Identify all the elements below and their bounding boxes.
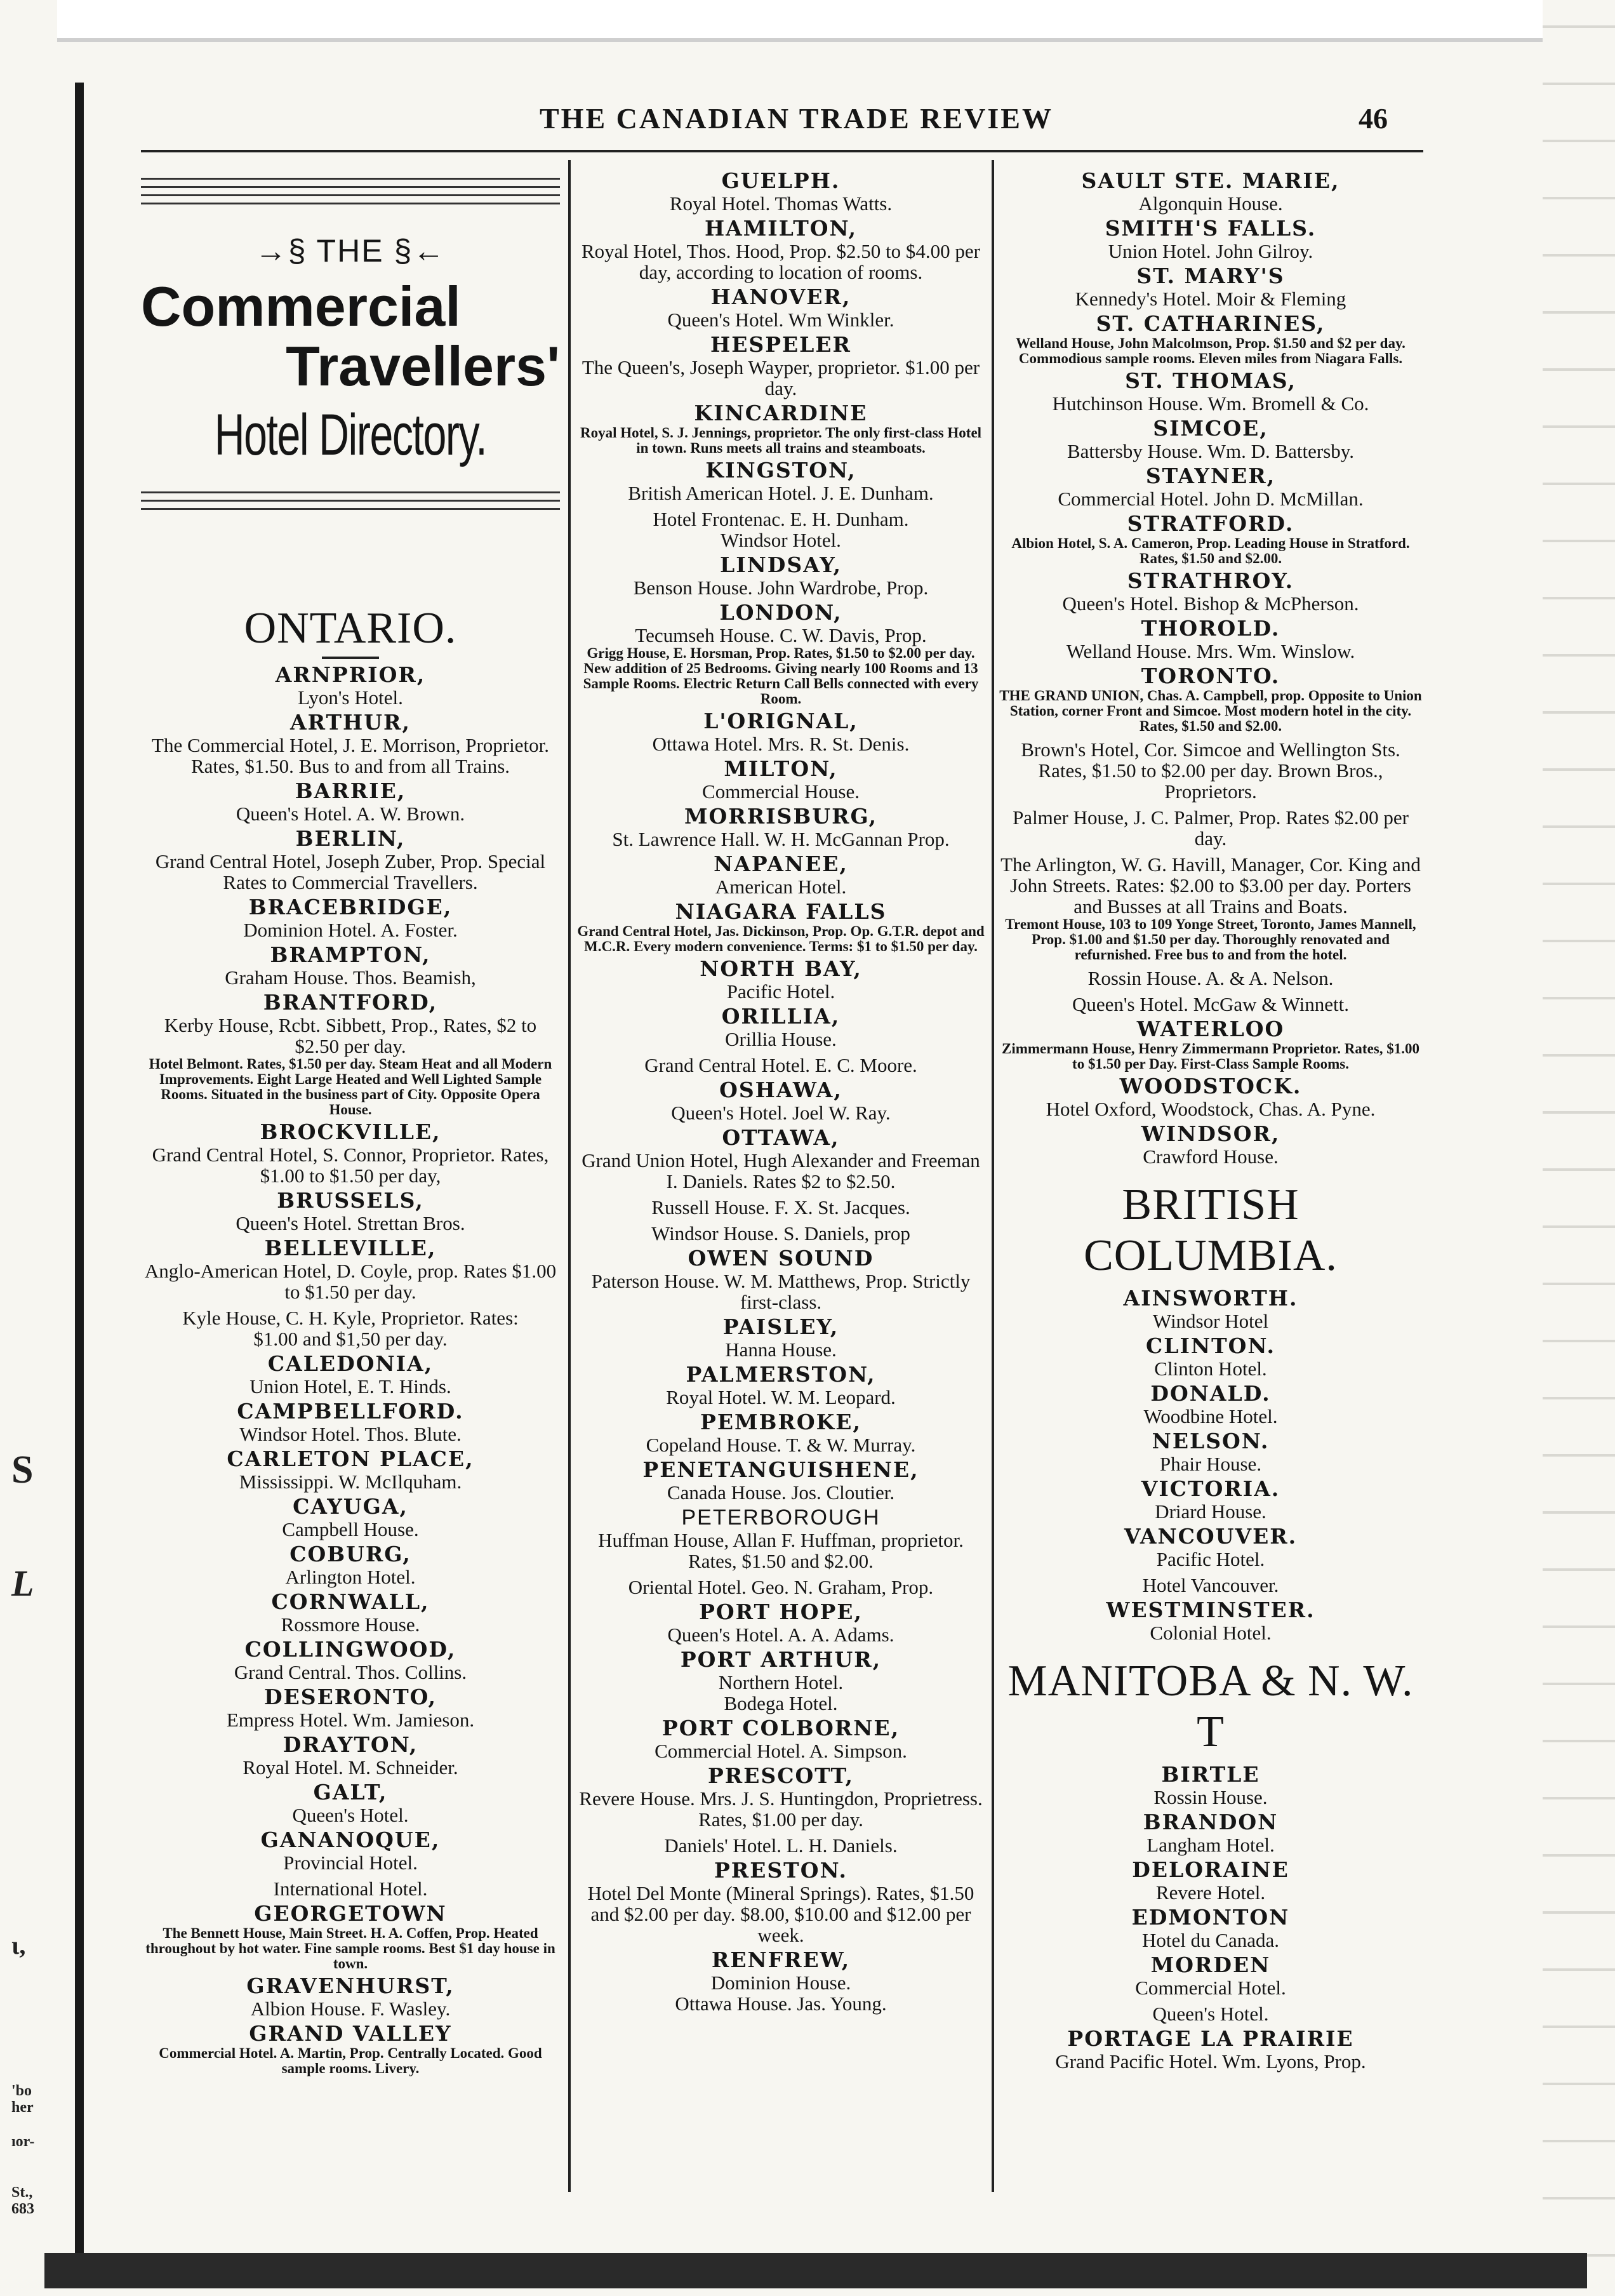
hotel-entry: Driard House.: [1155, 1500, 1266, 1523]
hotel-entry: Rossmore House.: [281, 1613, 420, 1636]
hotel-entry: Kerby House, Rcbt. Sibbett, Prop., Rates, $2 to $2.50 per day.: [164, 1014, 537, 1057]
hotel-entry: Rossin House.: [1153, 1786, 1268, 1808]
town-heading: CORNWALL,: [271, 1589, 430, 1614]
binding-margin: [1543, 0, 1615, 2296]
hotel-entry: Graham House. Thos. Beamish,: [225, 966, 476, 989]
hotel-entry: The Arlington, W. G. Havill, Manager, Cor. King and John Streets. Rates: $2.00 to $3.00 per day. Porters and Busses at all Trains and Boats.: [1000, 853, 1421, 918]
town-heading: SAULT STE. MARIE,: [1081, 168, 1340, 193]
town-heading: RENFREW,: [711, 1947, 851, 1972]
town-heading: BRANTFORD,: [263, 990, 438, 1015]
hotel-entry: Woodbine Hotel.: [1143, 1405, 1278, 1427]
town-heading: VANCOUVER.: [1124, 1524, 1298, 1549]
town-heading: BRACEBRIDGE,: [248, 895, 453, 919]
hotel-entry: Kyle House, C. H. Kyle, Proprietor. Rates:: [182, 1307, 519, 1329]
town-heading: PEMBROKE,: [700, 1410, 861, 1434]
hotel-entry: Albion House. F. Wasley.: [250, 1998, 451, 2020]
town-heading: WATERLOO: [1136, 1017, 1285, 1041]
hotel-entry: Queen's Hotel. A. W. Brown.: [236, 803, 465, 825]
town-heading: OWEN SOUND: [688, 1246, 874, 1271]
hotel-entry: Mississippi. W. McIlquham.: [239, 1471, 462, 1493]
town-heading: BRAMPTON,: [270, 942, 431, 967]
town-heading: PRESTON.: [714, 1858, 848, 1883]
town-heading: GANANOQUE,: [260, 1827, 441, 1852]
hotel-entry: Palmer House, J. C. Palmer, Prop. Rates $2.00 per day.: [1013, 806, 1409, 850]
hotel-entry: Phair House.: [1159, 1453, 1262, 1475]
hotel-advertisement: Welland House, John Malcolmson, Prop. $1.50 and $2 per day. Commodious sample rooms. Eleven miles from Niagara Falls.: [1016, 335, 1406, 366]
hotel-entry: Arlington Hotel.: [285, 1566, 416, 1588]
town-heading: COLLINGWOOD,: [244, 1637, 456, 1662]
town-heading: STAYNER,: [1145, 464, 1276, 488]
hotel-entry: Queen's Hotel. A. A. Adams.: [667, 1624, 894, 1646]
hotel-entry: Anglo-American Hotel, D. Coyle, prop. Rates $1.00 to $1.50 per day.: [144, 1260, 557, 1303]
hotel-entry: Hotel Del Monte (Mineral Springs). Rates, $1.50 and $2.00 per day. $8.00, $10.00 and $12.00 per week.: [587, 1882, 974, 1946]
hotel-entry: Canada House. Jos. Cloutier.: [667, 1481, 895, 1504]
town-heading: PORT HOPE,: [699, 1599, 863, 1624]
town-heading: SIMCOE,: [1153, 416, 1268, 441]
margin-mark: S: [11, 1448, 34, 1492]
town-heading: PENETANGUISHENE,: [642, 1457, 919, 1482]
town-heading: GEORGETOWN: [254, 1901, 447, 1926]
town-heading: BELLEVILLE,: [264, 1236, 437, 1260]
hotel-entry: Daniels' Hotel. L. H. Daniels.: [664, 1834, 898, 1857]
hotel-entry: Hotel du Canada.: [1141, 1929, 1280, 1951]
town-heading: STRATFORD.: [1127, 511, 1294, 536]
region-heading: BRITISH COLUMBIA.: [1084, 1180, 1338, 1280]
hotel-advertisement: Hotel Belmont. Rates, $1.50 per day. Steam Heat and all Modern Improvements. Eight Large Heated and Well Lighted Sample Rooms. Situated in the business part of City. Opposite Opera House.: [149, 1056, 552, 1118]
hotel-entry: Russell House. F. X. St. Jacques.: [651, 1196, 910, 1218]
hotel-entry: Algonquin House.: [1138, 192, 1283, 215]
hotel-entry: Dominion House.: [710, 1972, 851, 1994]
hotel-entry: Paterson House. W. M. Matthews, Prop. Strictly first-class.: [591, 1270, 971, 1313]
column-rule: [992, 160, 994, 2192]
margin-mark: 683: [11, 2201, 34, 2217]
town-heading: PETERBOROUGH: [681, 1505, 881, 1530]
hotel-entry: Orillia House.: [725, 1028, 837, 1050]
hotel-entry: $1.00 and $1,50 per day.: [253, 1328, 448, 1350]
hotel-entry: Welland House. Mrs. Wm. Winslow.: [1066, 640, 1355, 662]
town-heading: CAYUGA,: [293, 1494, 408, 1519]
hotel-entry: Queen's Hotel.: [1152, 2003, 1269, 2025]
town-heading: ST. THOMAS,: [1125, 368, 1296, 393]
hotel-entry: Commercial House.: [702, 780, 860, 803]
hotel-entry: Commercial Hotel. A. Simpson.: [655, 1740, 907, 1762]
town-heading: DELORAINE: [1132, 1857, 1289, 1882]
margin-mark: 'bo: [11, 2083, 32, 2099]
hotel-entry: Ottawa House. Jas. Young.: [675, 1992, 887, 2015]
hotel-entry: Ottawa Hotel. Mrs. R. St. Denis.: [652, 733, 910, 755]
page-left-edge: [75, 83, 84, 2267]
town-heading: CARLETON PLACE,: [227, 1446, 474, 1471]
town-heading: KINGSTON,: [705, 458, 856, 483]
town-heading: NELSON.: [1152, 1429, 1270, 1453]
town-heading: BRUSSELS,: [277, 1188, 424, 1213]
hotel-entry: Hotel Oxford, Woodstock, Chas. A. Pyne.: [1046, 1098, 1376, 1120]
town-heading: GRAVENHURST,: [246, 1973, 455, 1998]
hotel-entry: Windsor House. S. Daniels, prop: [651, 1222, 910, 1245]
town-heading: PORT COLBORNE,: [661, 1716, 900, 1740]
hotel-entry: Hotel Vancouver.: [1142, 1574, 1279, 1596]
hotel-entry: Windsor Hotel.: [721, 529, 841, 551]
margin-mark: her: [11, 2099, 34, 2116]
masthead-the: →§ THE §←: [255, 233, 446, 269]
hotel-entry: Pacific Hotel.: [1156, 1548, 1265, 1570]
hotel-entry: The Commercial Hotel, J. E. Morrison, Proprietor. Rates, $1.50. Bus to and from all Trains.: [152, 734, 549, 777]
header-rule: [141, 150, 1423, 152]
town-heading: OSHAWA,: [719, 1078, 842, 1102]
town-heading: MORRISBURG,: [684, 804, 877, 829]
hotel-advertisement: Commercial Hotel. A. Martin, Prop. Centrally Located. Good sample rooms. Livery.: [159, 2045, 542, 2076]
town-heading: MORDEN: [1150, 1952, 1271, 1977]
hotel-entry: Bodega Hotel.: [724, 1692, 838, 1714]
town-heading: HANOVER,: [710, 284, 851, 309]
town-heading: HAMILTON,: [704, 216, 858, 241]
directory-masthead: [141, 171, 560, 591]
running-header: [0, 102, 1615, 146]
town-heading: STRATHROY.: [1127, 568, 1294, 593]
hotel-entry: Queen's Hotel. Strettan Bros.: [236, 1212, 465, 1234]
hotel-entry: The Queen's, Joseph Wayper, proprietor. $1.00 per day.: [582, 356, 980, 399]
hotel-entry: Northern Hotel.: [718, 1671, 844, 1693]
town-heading: BERLIN,: [295, 826, 406, 851]
hotel-entry: Commercial Hotel.: [1135, 1977, 1286, 1999]
town-heading: MILTON,: [724, 756, 838, 781]
scan-top-edge: [57, 0, 1587, 42]
town-heading: COBURG,: [289, 1542, 411, 1566]
hotel-entry: Huffman House, Allan F. Huffman, proprietor. Rates, $1.50 and $2.00.: [598, 1529, 964, 1572]
hotel-entry: Benson House. John Wardrobe, Prop.: [633, 577, 929, 599]
hotel-entry: Hutchinson House. Wm. Bromell & Co.: [1052, 392, 1369, 415]
hotel-entry: Royal Hotel. M. Schneider.: [243, 1756, 458, 1779]
town-heading: VICTORIA.: [1141, 1476, 1280, 1501]
town-heading: ST. CATHARINES,: [1096, 311, 1326, 336]
hotel-entry: Brown's Hotel, Cor. Simcoe and Wellington Sts. Rates, $1.50 to $2.00 per day. Brown Bros., Proprietors.: [1021, 738, 1400, 803]
town-heading: PORT ARTHUR,: [680, 1647, 882, 1672]
town-heading: SMITH'S FALLS.: [1105, 216, 1317, 241]
region-heading: MANITOBA & N. W. T: [1007, 1657, 1414, 1756]
town-heading: ARNPRIOR,: [275, 662, 426, 687]
town-heading: THOROLD.: [1141, 616, 1280, 641]
town-heading: GUELPH.: [721, 168, 841, 193]
hotel-entry: Grand Pacific Hotel. Wm. Lyons, Prop.: [1055, 2050, 1366, 2072]
town-heading: DONALD.: [1150, 1381, 1271, 1406]
town-heading: PAISLEY,: [722, 1314, 839, 1339]
masthead-rules-top: [141, 171, 560, 204]
town-heading: WESTMINSTER.: [1106, 1598, 1315, 1622]
town-heading: HESPELER: [710, 332, 851, 357]
hotel-entry: Queen's Hotel.: [292, 1804, 409, 1826]
town-heading: ARTHUR,: [290, 710, 411, 735]
hotel-entry: Empress Hotel. Wm. Jamieson.: [226, 1709, 475, 1731]
hotel-entry: Clinton Hotel.: [1154, 1358, 1267, 1380]
hotel-advertisement: Grand Central Hotel, Jas. Dickinson, Prop. Op. G.T.R. depot and M.C.R. Every modern convenience. Terms: $1 to $1.50 per day.: [577, 923, 985, 954]
hotel-entry: Queen's Hotel. McGaw & Winnett.: [1072, 993, 1349, 1015]
town-heading: WOODSTOCK.: [1119, 1074, 1302, 1098]
publication-title: THE CANADIAN TRADE REVIEW: [540, 102, 1053, 135]
margin-mark: L: [11, 1563, 34, 1604]
hotel-entry: Hotel Frontenac. E. H. Dunham.: [653, 508, 909, 530]
hotel-entry: Lyon's Hotel.: [298, 686, 403, 709]
hotel-advertisement: Tremont House, 103 to 109 Yonge Street, Toronto, James Mannell, Prop. $1.00 and $1.50 per day. Thoroughly renovated and refurnished. Free bus to and from the hotel.: [1005, 916, 1416, 963]
town-heading: LONDON,: [719, 600, 842, 625]
hotel-entry: Grand Union Hotel, Hugh Alexander and Freeman I. Daniels. Rates $2 to $2.50.: [582, 1149, 980, 1192]
hotel-entry: Royal Hotel, Thos. Hood, Prop. $2.50 to $4.00 per day, according to location of rooms.: [581, 240, 980, 283]
hotel-entry: Rossin House. A. & A. Nelson.: [1087, 967, 1334, 989]
town-heading: OTTAWA,: [722, 1125, 840, 1150]
hotel-entry: Commercial Hotel. John D. McMillan.: [1058, 488, 1364, 510]
hotel-entry: St. Lawrence Hall. W. H. McGannan Prop.: [612, 828, 950, 850]
town-heading: NORTH BAY,: [700, 956, 862, 981]
directory-column-3: [998, 166, 1423, 2072]
hotel-entry: Oriental Hotel. Geo. N. Graham, Prop.: [628, 1576, 934, 1598]
hotel-entry: Queen's Hotel. Bishop & McPherson.: [1062, 592, 1359, 615]
town-heading: CAMPBELLFORD.: [237, 1399, 464, 1424]
town-heading: EDMONTON: [1131, 1905, 1290, 1930]
town-heading: GALT,: [313, 1780, 388, 1805]
town-heading: AINSWORTH.: [1123, 1286, 1298, 1311]
hotel-entry: Royal Hotel. Thomas Watts.: [669, 192, 893, 215]
hotel-entry: Windsor Hotel. Thos. Blute.: [239, 1423, 462, 1445]
town-heading: L'ORIGNAL,: [703, 709, 858, 733]
hotel-advertisement: Zimmermann House, Henry Zimmermann Proprietor. Rates, $1.00 to $1.50 per Day. First-Class Sample Rooms.: [1002, 1041, 1419, 1072]
hotel-entry: Union Hotel, E. T. Hinds.: [249, 1375, 451, 1398]
masthead-hotel-directory: Hotel Directory.: [214, 403, 487, 467]
town-heading: BROCKVILLE,: [260, 1119, 441, 1144]
hotel-entry: Queen's Hotel. Joel W. Ray.: [671, 1102, 891, 1124]
town-heading: BARRIE,: [295, 778, 406, 803]
region-heading: ONTARIO.: [244, 604, 457, 653]
town-heading: ORILLIA,: [721, 1004, 841, 1029]
hotel-advertisement: Royal Hotel, S. J. Jennings, proprietor. The only first-class Hotel in town. Runs meets all trains and steamboats.: [580, 425, 982, 456]
hotel-entry: Campbell House.: [282, 1518, 419, 1540]
town-heading: BRANDON: [1143, 1810, 1279, 1834]
town-heading: ST. MARY'S: [1136, 264, 1285, 288]
hotel-entry: Grand Central Hotel. E. C. Moore.: [644, 1054, 917, 1076]
hotel-entry: Queen's Hotel. Wm Winkler.: [667, 309, 894, 331]
town-heading: WINDSOR,: [1141, 1121, 1280, 1146]
hotel-advertisement: THE GRAND UNION, Chas. A. Campbell, prop. Opposite to Union Station, corner Front and Simcoe. Most modern hotel in the city. Rates, $1.50 and $2.00.: [999, 688, 1422, 734]
hotel-entry: American Hotel.: [715, 876, 847, 898]
masthead-travellers: Travellers': [286, 335, 560, 397]
margin-mark: St.,: [11, 2184, 33, 2201]
page-number: 46: [1359, 102, 1388, 135]
region-underline: [322, 657, 379, 659]
hotel-entry: Kennedy's Hotel. Moir & Fleming: [1075, 288, 1346, 310]
masthead-rules-bottom: [141, 485, 560, 511]
hotel-entry: Royal Hotel. W. M. Leopard.: [666, 1386, 896, 1408]
hotel-entry: Provincial Hotel.: [283, 1852, 418, 1874]
town-heading: LINDSAY,: [719, 552, 842, 577]
hotel-entry: Battersby House. Wm. D. Battersby.: [1067, 440, 1354, 462]
hotel-entry: Revere House. Mrs. J. S. Huntingdon, Proprietress. Rates, $1.00 per day.: [579, 1787, 983, 1831]
hotel-entry: Windsor Hotel: [1152, 1310, 1269, 1332]
town-heading: DRAYTON,: [282, 1732, 418, 1757]
hotel-entry: Tecumseh House. C. W. Davis, Prop.: [635, 624, 927, 646]
town-heading: PRESCOTT,: [707, 1763, 854, 1788]
hotel-advertisement: Grigg House, E. Horsman, Prop. Rates, $1.50 to $2.00 per day. New addition of 25 Bedrooms. Giving nearly 100 Rooms and 13 Sample Rooms. Electric Return Call Bells connected with every Room.: [583, 645, 979, 707]
hotel-entry: Crawford House.: [1143, 1145, 1279, 1168]
town-heading: KINCARDINE: [694, 401, 868, 425]
hotel-entry: Grand Central Hotel, Joseph Zuber, Prop. Special Rates to Commercial Travellers.: [155, 850, 546, 893]
hotel-entry: Grand Central Hotel, S. Connor, Proprietor. Rates, $1.00 to $1.50 per day,: [152, 1144, 549, 1187]
hotel-entry: British American Hotel. J. E. Dunham.: [628, 482, 934, 504]
column-rule: [568, 160, 571, 2192]
hotel-entry: Revere Hotel.: [1155, 1881, 1266, 1904]
margin-mark: ıor-: [11, 2133, 35, 2150]
hotel-entry: Union Hotel. John Gilroy.: [1108, 240, 1313, 262]
town-heading: GRAND VALLEY: [249, 2021, 452, 2046]
hotel-entry: Pacific Hotel.: [726, 980, 835, 1003]
hotel-entry: Grand Central. Thos. Collins.: [234, 1661, 467, 1683]
town-heading: CALEDONIA,: [267, 1351, 434, 1376]
hotel-entry: International Hotel.: [273, 1878, 428, 1900]
town-heading: PORTAGE LA PRAIRIE: [1067, 2026, 1354, 2051]
directory-column-1: [141, 166, 560, 2076]
scan-bottom-edge: [44, 2253, 1587, 2288]
hotel-entry: Copeland House. T. & W. Murray.: [646, 1434, 916, 1456]
hotel-entry: Hanna House.: [725, 1338, 837, 1361]
town-heading: TORONTO.: [1141, 664, 1280, 688]
town-heading: NIAGARA FALLS: [675, 899, 887, 924]
town-heading: NAPANEE,: [714, 851, 848, 876]
masthead-commercial: Commercial: [141, 275, 461, 338]
hotel-entry: Colonial Hotel.: [1150, 1622, 1272, 1644]
town-heading: DESERONTO,: [264, 1685, 437, 1709]
hotel-entry: Langham Hotel.: [1146, 1834, 1275, 1856]
town-heading: BIRTLE: [1161, 1762, 1260, 1787]
hotel-entry: Dominion Hotel. A. Foster.: [243, 919, 458, 941]
directory-column-2: [575, 166, 987, 2014]
hotel-advertisement: Albion Hotel, S. A. Cameron, Prop. Leading House in Stratford. Rates, $1.50 and $2.00.: [1011, 535, 1410, 566]
hotel-advertisement: The Bennett House, Main Street. H. A. Coffen, Prop. Heated throughout by hot water. Fine sample rooms. Best $1 day house in town.: [145, 1925, 555, 1972]
margin-mark: ɩ,: [11, 1931, 26, 1959]
town-heading: PALMERSTON,: [686, 1362, 876, 1387]
town-heading: CLINTON.: [1146, 1333, 1275, 1358]
